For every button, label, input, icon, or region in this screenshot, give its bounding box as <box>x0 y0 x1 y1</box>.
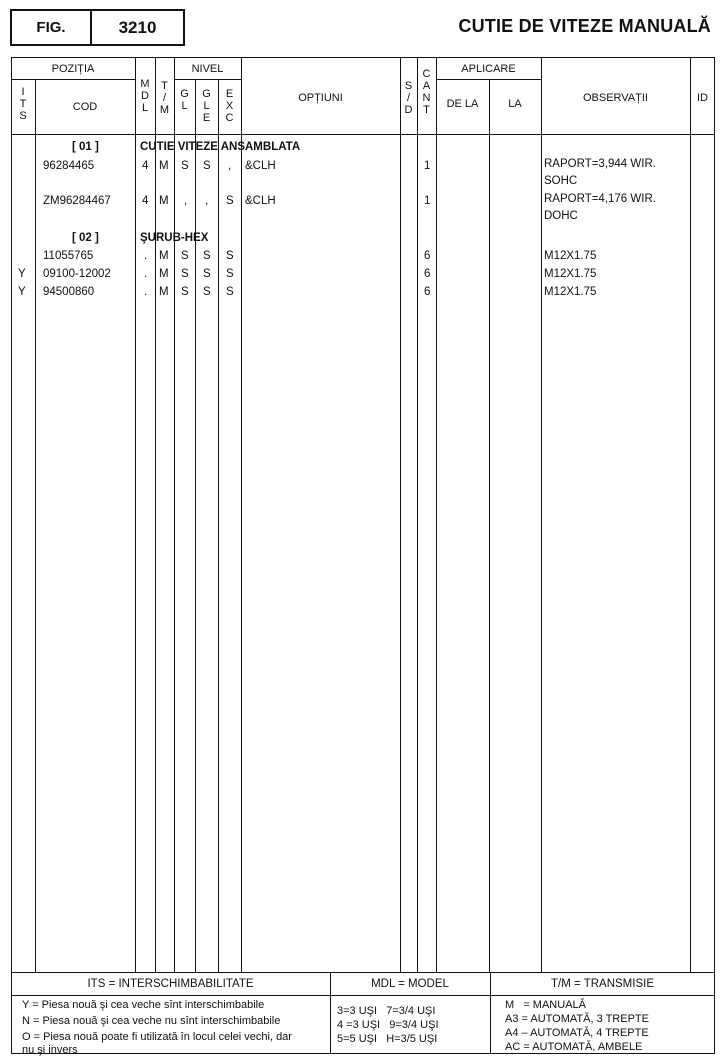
col-divider <box>436 57 437 972</box>
row-tm: M <box>159 160 169 172</box>
row-gle: S <box>203 286 211 298</box>
row-tm: M <box>159 268 169 280</box>
col-header-sd: S / D <box>404 80 413 116</box>
col-divider <box>541 57 542 972</box>
fig-label: FIG. <box>10 9 92 46</box>
row-observatii: RAPORT=4,176 WIR. <box>544 193 656 205</box>
col-header-pozitia: POZIȚIA <box>51 63 95 75</box>
col-divider <box>417 57 418 972</box>
col-header-tm: T / M <box>159 80 170 116</box>
row-tm: M <box>159 195 169 207</box>
group-number: [ 02 ] <box>72 232 99 244</box>
header-divider <box>11 79 135 80</box>
row-cod: 94500860 <box>43 286 95 298</box>
row-observatii: RAPORT=3,944 WIR. <box>544 158 656 170</box>
col-header-aplicare: APLICARE <box>461 63 516 75</box>
fig-number: 3210 <box>90 9 185 46</box>
legend-mdl-line: 5=5 UŞI H=3/5 UŞI <box>337 1033 438 1045</box>
legend-tm-line: A3 = AUTOMATĂ, 3 TREPTE <box>505 1013 649 1025</box>
legend-tm-line: M = MANUALĂ <box>505 999 586 1011</box>
col-header-dela: DE LA <box>446 98 479 110</box>
row-its: Y <box>18 268 26 280</box>
row-optiuni: &CLH <box>245 160 276 172</box>
header-bottom-line <box>11 134 715 135</box>
row-cant: 6 <box>424 268 431 280</box>
legend-mdl-title: MDL = MODEL <box>371 978 449 990</box>
row-cod: ZM96284467 <box>43 195 111 207</box>
row-observatii: M12X1.75 <box>544 286 597 298</box>
row-cod: 11055765 <box>43 250 94 262</box>
row-cod: 96284465 <box>43 160 95 172</box>
legend-its-line: Y = Piesa nouă şi cea veche sînt interschimbabile <box>22 999 265 1011</box>
row-its: Y <box>18 286 26 298</box>
legend-its-title: ITS = INTERSCHIMBABILITATE <box>87 978 254 990</box>
row-gl: S <box>181 268 189 280</box>
col-divider <box>195 79 196 972</box>
col-divider <box>241 57 242 972</box>
row-mdl: 4 <box>142 160 149 172</box>
row-cant: 1 <box>424 195 431 207</box>
row-tm: M <box>159 286 169 298</box>
col-divider <box>35 79 36 972</box>
legend-its-line: nu şi invers <box>22 1044 78 1056</box>
col-header-gle: G L E <box>202 88 211 124</box>
row-cant: 1 <box>424 160 431 172</box>
col-header-optiuni: OPȚIUNI <box>298 92 343 104</box>
col-divider <box>174 57 175 972</box>
row-exc: S <box>226 250 234 262</box>
row-mdl: . <box>144 286 148 298</box>
legend-its-line: N = Piesa nouă şi cea veche nu sînt interschimbabile <box>22 1015 281 1027</box>
col-header-id: ID <box>697 92 708 104</box>
row-mdl: 4 <box>142 195 149 207</box>
col-divider <box>155 57 156 972</box>
row-cant: 6 <box>424 250 431 262</box>
row-gl: S <box>181 160 189 172</box>
legend-mdl-line: 4 =3 UŞI 9=3/4 UŞI <box>337 1019 439 1031</box>
page-title: CUTIE DE VITEZE MANUALĂ <box>458 16 711 36</box>
group-title: CUTIE VITEZE ANSAMBLATA <box>140 141 301 153</box>
row-cod: 09100-12002 <box>43 268 111 280</box>
col-divider <box>690 57 691 972</box>
row-optiuni: &CLH <box>245 195 276 207</box>
parts-table <box>11 57 715 1054</box>
group-title: ŞURUB-HEX <box>140 232 209 244</box>
row-exc: , <box>228 160 232 172</box>
col-header-observatii: OBSERVAȚII <box>582 92 648 104</box>
row-gle: , <box>205 195 209 207</box>
col-header-nivel: NIVEL <box>191 63 224 75</box>
row-tm: M <box>159 250 169 262</box>
col-header-gl: G L <box>180 88 189 112</box>
col-header-cod: COD <box>72 101 98 113</box>
col-divider <box>489 79 490 972</box>
col-divider <box>135 57 136 972</box>
header-divider <box>174 79 241 80</box>
row-gle: S <box>203 268 211 280</box>
row-exc: S <box>226 268 234 280</box>
row-gl: S <box>181 250 189 262</box>
col-header-cant: C A N T <box>422 68 431 116</box>
col-header-its: I T S <box>19 86 27 122</box>
row-observatii: M12X1.75 <box>544 250 597 262</box>
row-mdl: . <box>144 268 148 280</box>
row-gl: , <box>184 195 188 207</box>
legend-tm-line: A4 – AUTOMATĂ, 4 TREPTE <box>505 1027 649 1039</box>
row-mdl: . <box>144 250 148 262</box>
row-exc: S <box>226 195 234 207</box>
col-divider <box>218 79 219 972</box>
row-exc: S <box>226 286 234 298</box>
legend-mdl-line: 3=3 UŞI 7=3/4 UŞI <box>337 1005 436 1017</box>
legend-title-line <box>11 995 715 996</box>
col-header-mdl: M D L <box>140 78 150 114</box>
row-cant: 6 <box>424 286 431 298</box>
legend-its-line: O = Piesa nouă poate fi utilizată în locul celei vechi, dar <box>22 1031 292 1043</box>
row-observatii-2: SOHC <box>544 175 578 187</box>
legend-top-line <box>11 972 715 973</box>
col-header-la: LA <box>508 98 522 110</box>
row-observatii-2: DOHC <box>544 210 578 222</box>
col-header-exc: E X C <box>225 88 234 124</box>
row-gle: S <box>203 250 211 262</box>
group-number: [ 01 ] <box>72 141 99 153</box>
legend-tm-title: T/M = TRANSMISIE <box>551 978 654 990</box>
col-divider <box>400 57 401 972</box>
row-gle: S <box>203 160 211 172</box>
legend-tm-line: AC = AUTOMATĂ, AMBELE <box>505 1041 643 1053</box>
row-observatii: M12X1.75 <box>544 268 597 280</box>
row-gl: S <box>181 286 189 298</box>
